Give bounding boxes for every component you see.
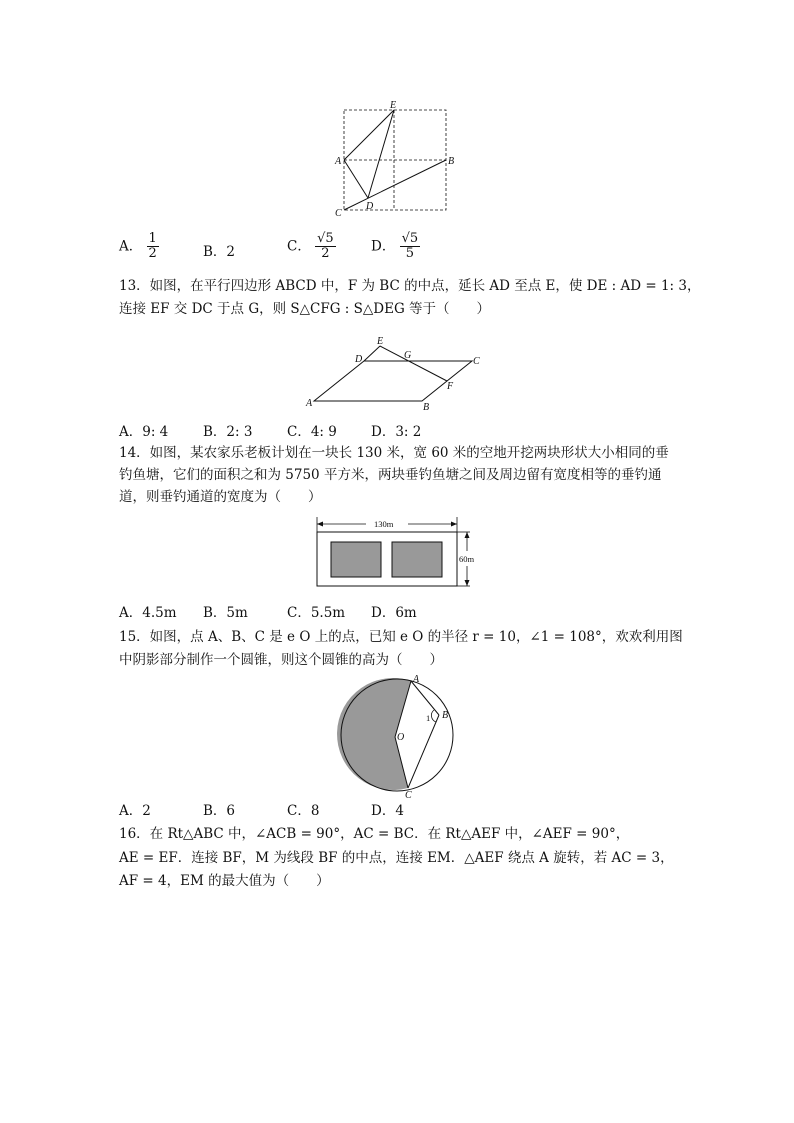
q14-option-c: C．5.5m bbox=[287, 605, 346, 621]
q13-stem-line1: 13．如图，在平行四边形 ABCD 中，F 为 BC 的中点，延长 AD 至点 E，使 DE : AD = 1: 3， bbox=[119, 278, 701, 294]
q15-label-O: O bbox=[397, 732, 405, 743]
q13-label-D: D bbox=[355, 354, 363, 365]
q14-stem-line1: 14．如图，某农家乐老板计划在一块长 130 米，宽 60 米的空地开挖两块形状大小相同的垂 bbox=[119, 445, 669, 461]
q16-stem-line3: AF = 4，EM 的最大值为（ ） bbox=[119, 873, 330, 889]
q14-option-b: B．5m bbox=[203, 605, 248, 621]
q15-stem-line2: 中阴影部分制作一个圆锥，则这个圆锥的高为（ ） bbox=[119, 652, 443, 668]
q15-angle-mark bbox=[431, 710, 436, 722]
q12-option-a-fraction: $\frac{1}{2}$ bbox=[148, 231, 157, 261]
q15-figure bbox=[335, 672, 460, 800]
q12-figure bbox=[330, 98, 460, 220]
q12-label-E: E bbox=[390, 100, 397, 111]
q15-label-B: B bbox=[442, 710, 449, 721]
q13-seg-DE bbox=[364, 346, 380, 361]
q13-stem-line2: 连接 EF 交 DC 于点 G，则 S△CFG : S△DEG 等于（ ） bbox=[119, 301, 491, 317]
q13-figure bbox=[302, 334, 492, 414]
q14-option-a: A．4.5m bbox=[119, 605, 177, 621]
q13-label-G: G bbox=[404, 350, 412, 361]
q12-option-d: D． $\frac{√5}{5}$ bbox=[371, 231, 419, 261]
q12-seg-AD bbox=[344, 160, 368, 198]
q14-length-label: 130m bbox=[374, 519, 394, 529]
q14-stem-line3: 道，则垂钓通道的宽度为（ ） bbox=[119, 489, 322, 505]
q15-option-c: C．8 bbox=[287, 803, 320, 819]
q13-option-c: C．4: 9 bbox=[287, 424, 337, 440]
q12-label-B: B bbox=[448, 156, 455, 167]
q13-label-B: B bbox=[423, 402, 430, 413]
q15-option-b: B．6 bbox=[203, 803, 236, 819]
q13-label-C: C bbox=[473, 356, 480, 367]
q16-stem-line1: 16．在 Rt△ABC 中，∠ACB = 90°，AC = BC．在 Rt△AEF 中，∠AEF = 90°， bbox=[119, 826, 630, 842]
q15-option-d: D．4 bbox=[371, 803, 404, 819]
q12-option-c: C． $\frac{√5}{2}$ bbox=[287, 231, 334, 261]
q13-option-d: D．3: 2 bbox=[371, 424, 422, 440]
q13-option-a: A．9: 4 bbox=[119, 424, 169, 440]
q14-stem-line2: 钓鱼塘，它们的面积之和为 5750 平方米，两块垂钓鱼塘之间及周边留有宽度相等的垂钓通 bbox=[119, 467, 662, 483]
q12-option-b: B．2 bbox=[203, 244, 236, 260]
q15-label-A: A bbox=[413, 674, 420, 685]
q15-stem-line1: 15．如图，点 A、B、C 是 e O 上的点，已知 e O 的半径 r = 10，∠1 = 108°，欢欢利用图 bbox=[119, 629, 683, 645]
q13-label-F: F bbox=[447, 381, 454, 392]
q13-option-b: B．2: 3 bbox=[203, 424, 253, 440]
q14-pond-left bbox=[331, 542, 381, 577]
q15-label-C: C bbox=[405, 790, 412, 800]
q14-figure bbox=[312, 512, 487, 592]
q14-width-label: 60m bbox=[459, 554, 475, 564]
q14-option-d: D．6m bbox=[371, 605, 417, 621]
q15-option-a: A．2 bbox=[119, 803, 151, 819]
q12-label-A: A bbox=[335, 156, 342, 167]
q15-label-angle1: 1 bbox=[426, 713, 431, 723]
q13-label-E: E bbox=[377, 336, 384, 347]
q12-label-C: C bbox=[335, 208, 342, 219]
q13-label-A: A bbox=[306, 398, 313, 409]
q12-option-d-fraction: $\frac{√5}{5}$ bbox=[401, 231, 419, 261]
q12-option-c-fraction: $\frac{√5}{2}$ bbox=[317, 231, 334, 261]
q14-pond-right bbox=[392, 542, 442, 577]
q12-option-a: A． $\frac{1}{2}$ bbox=[119, 231, 157, 261]
q13-seg-EF bbox=[380, 346, 447, 381]
q16-stem-line2: AE = EF．连接 BF，M 为线段 BF 的中点，连接 EM．△AEF 绕点 A 旋转，若 AC = 3， bbox=[119, 850, 674, 866]
q12-label-D: D bbox=[366, 201, 374, 212]
